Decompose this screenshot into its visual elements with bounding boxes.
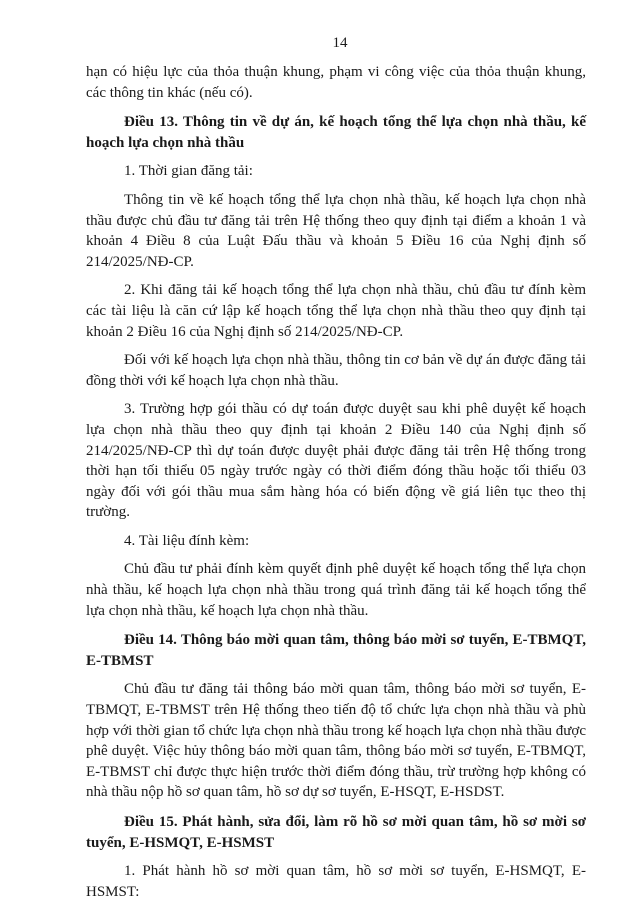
article-15-paragraph: 1. Phát hành hồ sơ mời quan tâm, hồ sơ mời sơ tuyển, E-HSMQT, E-HSMST:	[86, 863, 586, 900]
article-15-title: Điều 15. Phát hành, sửa đổi, làm rõ hồ sơ mời quan tâm, hồ sơ mời sơ tuyển, E-HSMQT, E-HSMST	[86, 814, 586, 851]
article-13-paragraph: Chủ đầu tư phải đính kèm quyết định phê duyệt kế hoạch tổng thể lựa chọn nhà thầu, kế hoạch lựa chọn nhà thầu trong quá trình đăng tải kế hoạch tổng thể lựa chọn nhà thầu, kế hoạch lựa chọn nhà thầu.	[86, 561, 586, 619]
article-13-paragraph: 3. Trường hợp gói thầu có dự toán được duyệt sau khi phê duyệt kế hoạch lựa chọn nhà thầu theo quy định tại khoản 2 Điều 140 của Nghị định số 214/2025/NĐ-CP thì dự toán được duyệt phải được đăng tải trên Hệ thống trong thời hạn tối thiểu 05 ngày trước ngày có thời điểm đóng thầu hoặc tối thiểu 03 ngày đối với gói thầu mua sắm hàng hóa có biến động về giá liên tục theo thị trường.	[86, 401, 586, 521]
article-13-paragraph: 2. Khi đăng tải kế hoạch tổng thể lựa chọn nhà thầu, chủ đầu tư đính kèm các tài liệu là căn cứ lập kế hoạch tổng thể lựa chọn nhà thầu theo quy định tại khoản 2 Điều 16 của Nghị định số 214/2025/NĐ-CP.	[86, 282, 586, 340]
article-13-title: Điều 13. Thông tin về dự án, kế hoạch tổng thể lựa chọn nhà thầu, kế hoạch lựa chọn nhà thầu	[86, 114, 586, 151]
page-number: 14	[332, 35, 348, 51]
article-13-paragraph: 4. Tài liệu đính kèm:	[124, 532, 250, 549]
intro-paragraph: hạn có hiệu lực của thỏa thuận khung, phạm vi công việc của thỏa thuận khung, các thông tin khác (nếu có).	[86, 64, 586, 101]
article-14-paragraph: Chủ đầu tư đăng tải thông báo mời quan tâm, thông báo mời sơ tuyển, E-TBMQT, E-TBMST trên Hệ thống theo tiến độ tổ chức lựa chọn nhà thầu và phù hợp với thời gian tổ chức lựa chọn nhà thầu trong kế hoạch lựa chọn nhà thầu được phê duyệt. Việc hủy thông báo mời quan tâm, thông báo mời sơ tuyển, E-TBMQT, E-TBMST chỉ được thực hiện trước thời điểm đóng thầu, trừ trường hợp không có nhà thầu nộp hồ sơ quan tâm, hồ sơ dự sơ tuyển, E-HSQT, E-HSDST.	[86, 681, 586, 801]
article-13-paragraph: Đối với kế hoạch lựa chọn nhà thầu, thông tin cơ bản về dự án được đăng tải đồng thời với kế hoạch lựa chọn nhà thầu.	[86, 352, 586, 389]
article-13-paragraph: 1. Thời gian đăng tải:	[124, 163, 253, 180]
article-13-paragraph: Thông tin về kế hoạch tổng thể lựa chọn nhà thầu, kế hoạch lựa chọn nhà thầu được chủ đầu tư đăng tải trên Hệ thống theo quy định tại điểm a khoản 1 và khoản 4 Điều 8 của Luật Đấu thầu và khoản 5 Điều 16 của Nghị định số 214/2025/NĐ-CP.	[86, 191, 586, 270]
article-14-title: Điều 14. Thông báo mời quan tâm, thông báo mời sơ tuyển, E-TBMQT, E-TBMST	[86, 632, 586, 669]
